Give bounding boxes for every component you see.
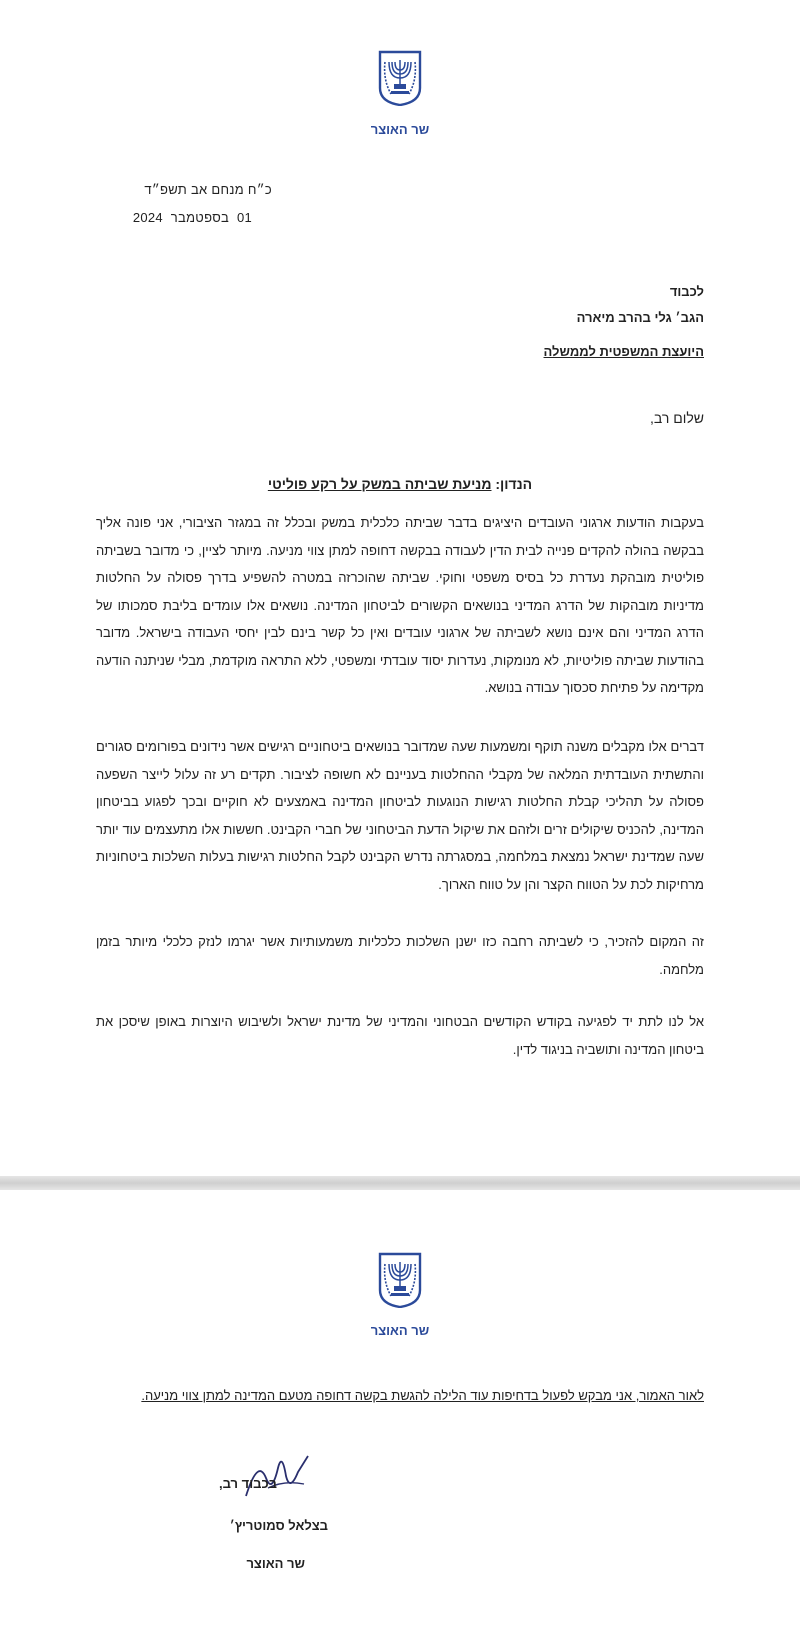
recipient-name: הגב׳ גלי בהרב מיארה bbox=[576, 310, 704, 325]
subject-text: מניעת שביתה במשק על רקע פוליטי bbox=[267, 476, 492, 492]
subject-line bbox=[96, 476, 704, 492]
body-paragraph-2: דברים אלו מקבלים משנה תוקף ומשמעות שעה שמדובר בנושאים ביטחוניים רגישים אשר נידונים בפורומים סגורים והתשתית העובדתית המלאה של מקבלי ההחלטות בעניינם לא חשופה לציבור. תקדים רע זה עלול לייצר השפעה פסולה על תהליכי קבלת החלטות רגישות הנוגעות לביטחון המדינה באמצעים לא חוקיים ובכך לפגוע בביטחון המדינה, להכניס שיקולים זרים ולזהם את שיקול הדעת הביטחוני של חברי הקבינט. חששות אלו מתעצמים עוד יותר שעה שמדינת ישראל נמצאת במלחמה, במסגרתה נדרש הקבינט לקבל החלטות רגישות בעלות השלכות ביטחוניות מרחיקות לכת על הטווח הקצר והן על טווח הארוך. bbox=[96, 739, 704, 892]
recipient-title: היועצת המשפטית לממשלה bbox=[543, 344, 704, 359]
greeting: שלום רב, bbox=[650, 410, 704, 426]
signer-title: שר האוצר bbox=[246, 1556, 305, 1571]
subject-prefix: הנדון: bbox=[495, 476, 533, 492]
hebrew-date: כ״ח מנחם אב תשפ״ד bbox=[144, 182, 272, 197]
body-paragraph-3: זה המקום להזכיר, כי לשביתה רחבה כזו ישנן השלכות כלכליות משמעותיות אשר יגרמו לנזק כלכלי מיותר בזמן מלחמה. bbox=[96, 934, 704, 977]
closing-request: לאור האמור, אני מבקש לפעול בדחיפות עוד הלילה להגשת בקשה דחופה מטעם המדינה למתן צווי מניעה. bbox=[141, 1388, 704, 1403]
body-paragraph-1: בעקבות הודעות ארגוני העובדים היציגים בדבר שביתה כלכלית במשק ובכלל זה במגזר הציבורי, אני פונה אליך בבקשה בהולה להקדים פנייה לבית הדין לעבודה בבקשה דחופה למתן צווי מניעה. מיותר לציין, כי מדובר בשביתה פוליטית מובהקת נעדרת כל בסיס משפטי וחוקי. שביתה שהוכרזה במטרה להשפיע בדרך פסולה על החלטות מדיניות מובהקות של הדרג המדיני בנושאים הקשורים לביטחון המדינה. נושאים אלו עומדים בליבת סמכותו של הדרג המדיני והם אינם נושא לשביתה של ארגוני עובדים ואין כל קשר בינם לבין יחסי העבודה בישראל. מדובר בהודעות שביתה פוליטיות, לא מנומקות, נעדרות יסוד עובדתי ומשפטי, ללא התראה מוקדמת, מבלי שניתנה הודעה מקדימה על פתיחת סכסוך עבודה בנושא. bbox=[96, 515, 704, 695]
ministry-header: שר האוצר bbox=[370, 122, 430, 137]
signer-name: בצלאל סמוטריץ׳ bbox=[229, 1518, 328, 1533]
page-divider bbox=[0, 1176, 800, 1190]
body-paragraph-4: אל לנו לתת יד לפגיעה בקודש הקודשים הבטחוני והמדיני של מדינת ישראל ולשיבוש היוצרות באופן שיסכן את ביטחון המדינה ותושביה בניגוד לדין. bbox=[96, 1014, 704, 1057]
state-emblem-menorah-icon bbox=[377, 50, 423, 106]
letter-page-2 bbox=[0, 1190, 800, 1648]
gregorian-date: 01 בספטמבר 2024 bbox=[132, 210, 252, 225]
sign-off: בכבוד רב, bbox=[219, 1476, 277, 1491]
recipient-salutation: לכבוד bbox=[669, 284, 704, 299]
state-emblem-menorah-icon bbox=[377, 1252, 423, 1308]
ministry-header: שר האוצר bbox=[370, 1323, 430, 1338]
